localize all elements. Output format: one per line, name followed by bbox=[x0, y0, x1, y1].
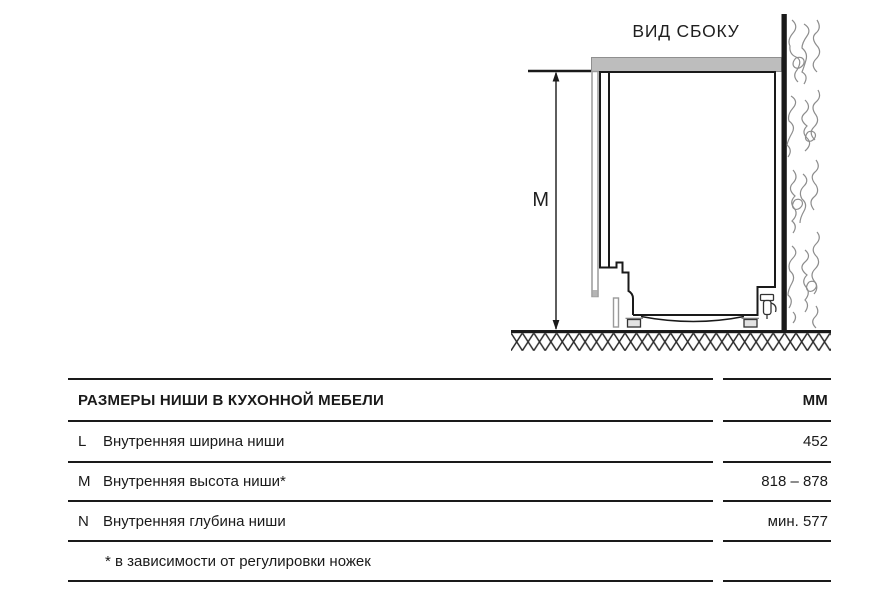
table-row bbox=[68, 420, 831, 461]
dishwasher-outline bbox=[600, 72, 775, 322]
front-foot bbox=[628, 320, 641, 328]
furniture-panel-base-cap bbox=[593, 290, 598, 297]
arrow-up-icon bbox=[553, 72, 560, 82]
row-letter: L bbox=[78, 433, 87, 450]
table-unit-header: ММ bbox=[802, 391, 828, 409]
table-row bbox=[68, 461, 831, 500]
table-title: РАЗМЕРЫ НИШИ В КУХОННОЙ МЕБЕЛИ bbox=[78, 391, 384, 409]
row-letter: M bbox=[78, 473, 91, 490]
row-label: Внутренняя глубина ниши bbox=[103, 512, 286, 530]
base-pan bbox=[641, 317, 744, 322]
plinth-adjuster bbox=[614, 298, 619, 327]
floor-line bbox=[511, 330, 831, 333]
table-bottom-rule bbox=[68, 580, 831, 582]
wall bbox=[782, 14, 787, 331]
table-row bbox=[68, 500, 831, 540]
dimension-M bbox=[528, 71, 591, 330]
niche-dimensions-table bbox=[68, 378, 831, 582]
door-hinge-profile bbox=[609, 263, 633, 316]
row-label: Внутренняя высота ниши* bbox=[103, 473, 286, 490]
diagram-title: ВИД СБОКУ bbox=[632, 21, 740, 41]
furniture-front-panel bbox=[592, 72, 598, 297]
dimension-label-M: M bbox=[532, 189, 549, 211]
row-value: мин. 577 bbox=[767, 512, 828, 530]
dishwasher-door bbox=[600, 72, 609, 268]
countertop bbox=[592, 58, 782, 72]
table-header-row bbox=[68, 378, 831, 420]
row-value: 452 bbox=[802, 433, 828, 450]
rear-hose-valve bbox=[761, 295, 776, 320]
dishwasher-body bbox=[609, 72, 775, 315]
table-footnote-row bbox=[68, 540, 831, 580]
table-footnote: * в зависимости от регулировки ножек bbox=[105, 552, 371, 570]
rear-foot bbox=[744, 320, 757, 328]
row-label: Внутренняя ширина ниши bbox=[103, 433, 285, 450]
row-letter: N bbox=[78, 512, 89, 530]
arrow-down-icon bbox=[553, 320, 560, 330]
wall-grain-hatching bbox=[787, 20, 820, 328]
floor-hatching bbox=[511, 333, 831, 351]
row-value: 818 – 878 bbox=[761, 473, 828, 490]
